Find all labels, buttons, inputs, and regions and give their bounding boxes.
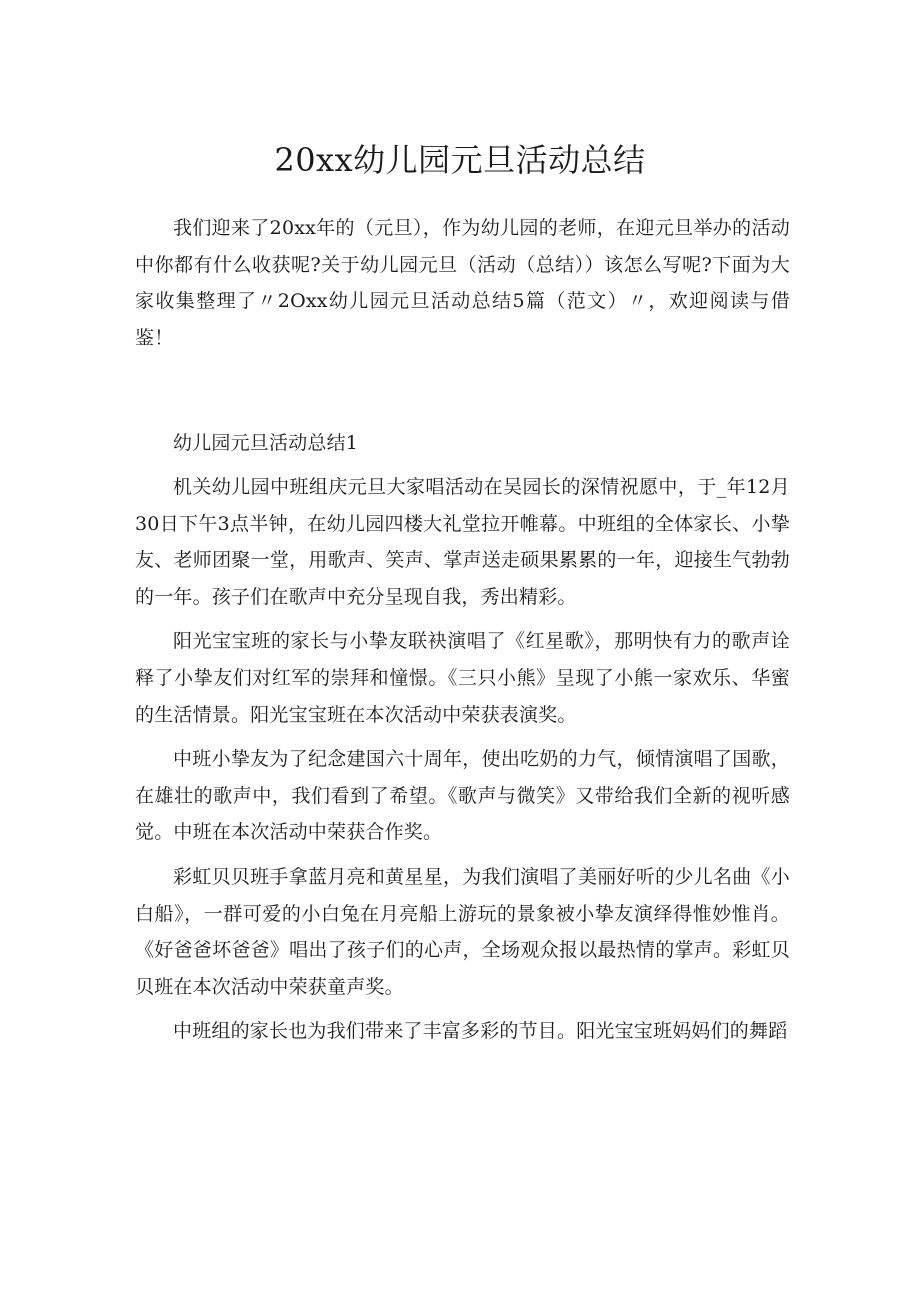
- document-title: 20xx幼儿园元旦活动总结: [274, 141, 646, 179]
- body-paragraph: 中班组的家长也为我们带来了丰富多彩的节目。阳光宝宝班妈妈们的舞蹈: [173, 1020, 788, 1043]
- intro-paragraph: 我们迎来了20xx年的（元旦），作为幼儿园的老师，在迎元旦举办的活动中你都有什么收获呢?关于幼儿园元旦（活动（总结））该怎么写呢?下面为大家收集整理了〃2Oxx幼儿园元旦活动总结5篇（范文）〃，欢迎阅读与借鉴！: [135, 217, 790, 349]
- body-paragraph: 阳光宝宝班的家长与小挚友联袂演唱了《红星歌》，那明快有力的歌声诠释了小挚友们对红军的崇拜和憧憬。《三只小熊》呈现了小熊一家欢乐、华蜜的生活情景。阳光宝宝班在本次活动中荣获表演奖。: [135, 630, 790, 726]
- section-heading: 幼儿园元旦活动总结1: [173, 432, 359, 455]
- body-paragraph: 中班小挚友为了纪念建国六十周年，使出吃奶的力气，倾情演唱了国歌，在雄壮的歌声中，我们看到了希望。《歌声与微笑》又带给我们全新的视听感觉。中班在本次活动中荣获合作奖。: [135, 748, 790, 844]
- body-paragraph: 机关幼儿园中班组庆元旦大家唱活动在吴园长的深情祝愿中，于_年12月30日下午3点半钟，在幼儿园四楼大礼堂拉开帷幕。中班组的全体家长、小挚友、老师团聚一堂，用歌声、笑声、掌声送走硕果累累的一年，迎接生气勃勃的一年。孩子们在歌声中充分呈现自我，秀出精彩。: [135, 475, 790, 608]
- body-paragraph: 彩虹贝贝班手拿蓝月亮和黄星星，为我们演唱了美丽好听的少儿名曲《小白船》，一群可爱的小白兔在月亮船上游玩的景象被小挚友演绎得惟妙惟肖。《好爸爸坏爸爸》唱出了孩子们的心声，全场观众报以最热情的掌声。彩虹贝贝班在本次活动中荣获童声奖。: [135, 865, 790, 998]
- document-body: [135, 210, 790, 1050]
